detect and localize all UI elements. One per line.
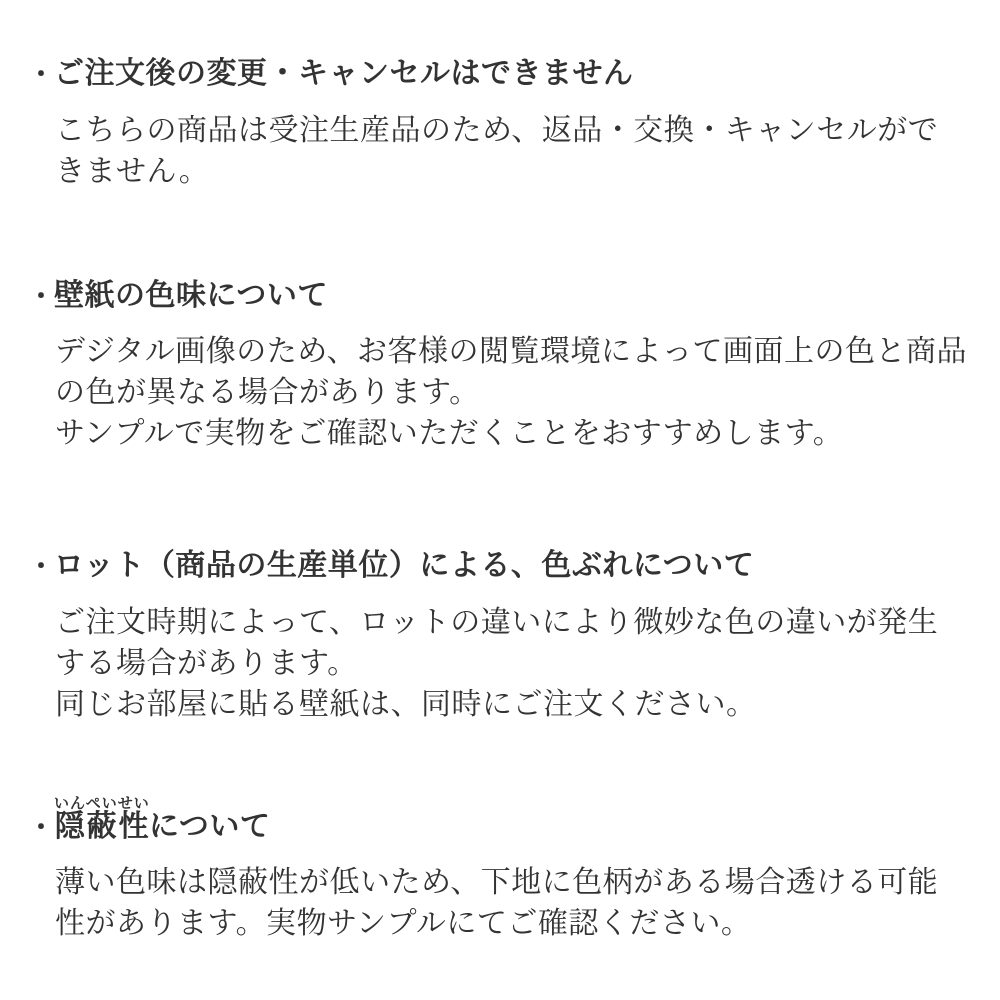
note-body: [28, 331, 968, 454]
heading-row: [28, 276, 1000, 317]
note-heading: ご注文後の変更・キャンセルはできません: [54, 57, 634, 90]
heading-row: [28, 795, 1000, 848]
note-heading: 壁紙の色味について: [54, 278, 328, 312]
bullet-marker: ・: [28, 551, 55, 581]
note-body: [28, 110, 968, 192]
heading-rest-text: について: [149, 809, 271, 843]
note-body: [28, 862, 968, 944]
heading-row: [28, 546, 1000, 587]
note-paragraph: 同じお部屋に貼る壁紙は、同時にご注文ください。: [55, 687, 757, 721]
bullet-marker: ・: [28, 280, 55, 311]
note-paragraph: サンプルで実物をご確認いただくことをおすすめします。: [55, 417, 844, 450]
bullet-marker: ・: [28, 811, 55, 842]
heading-row: [28, 54, 1000, 95]
note-paragraph: こちらの商品は受注生産品のため、返品・交換・キャンセルができません。: [55, 113, 939, 188]
note-paragraph: ご注文時期によって、ロットの違いにより微妙な色の違いが発生する場合があります。: [55, 605, 939, 680]
note-section-color-tone: [28, 276, 1000, 455]
note-section-opacity: [28, 795, 1000, 945]
bullet-marker: ・: [28, 59, 55, 89]
note-section-order-change: [28, 54, 1000, 192]
note-heading: [54, 795, 270, 848]
note-paragraph: デジタル画像のため、お客様の閲覧環境によって画面上の色と商品の色が異なる場合があります。: [55, 335, 967, 409]
note-body: [28, 602, 968, 725]
note-heading: ロット（商品の生産単位）による、色ぶれについて: [54, 549, 755, 582]
ruby-base-text: 隠蔽性: [54, 809, 150, 843]
note-section-lot-variation: [28, 546, 1000, 725]
ruby-annotated-word: [54, 794, 150, 843]
note-paragraph: 薄い色味は隠蔽性が低いため、下地に色柄がある場合透ける可能性があります。実物サンプルにてご確認ください。: [55, 866, 939, 940]
furigana-text: いんぺいせい: [54, 794, 150, 812]
